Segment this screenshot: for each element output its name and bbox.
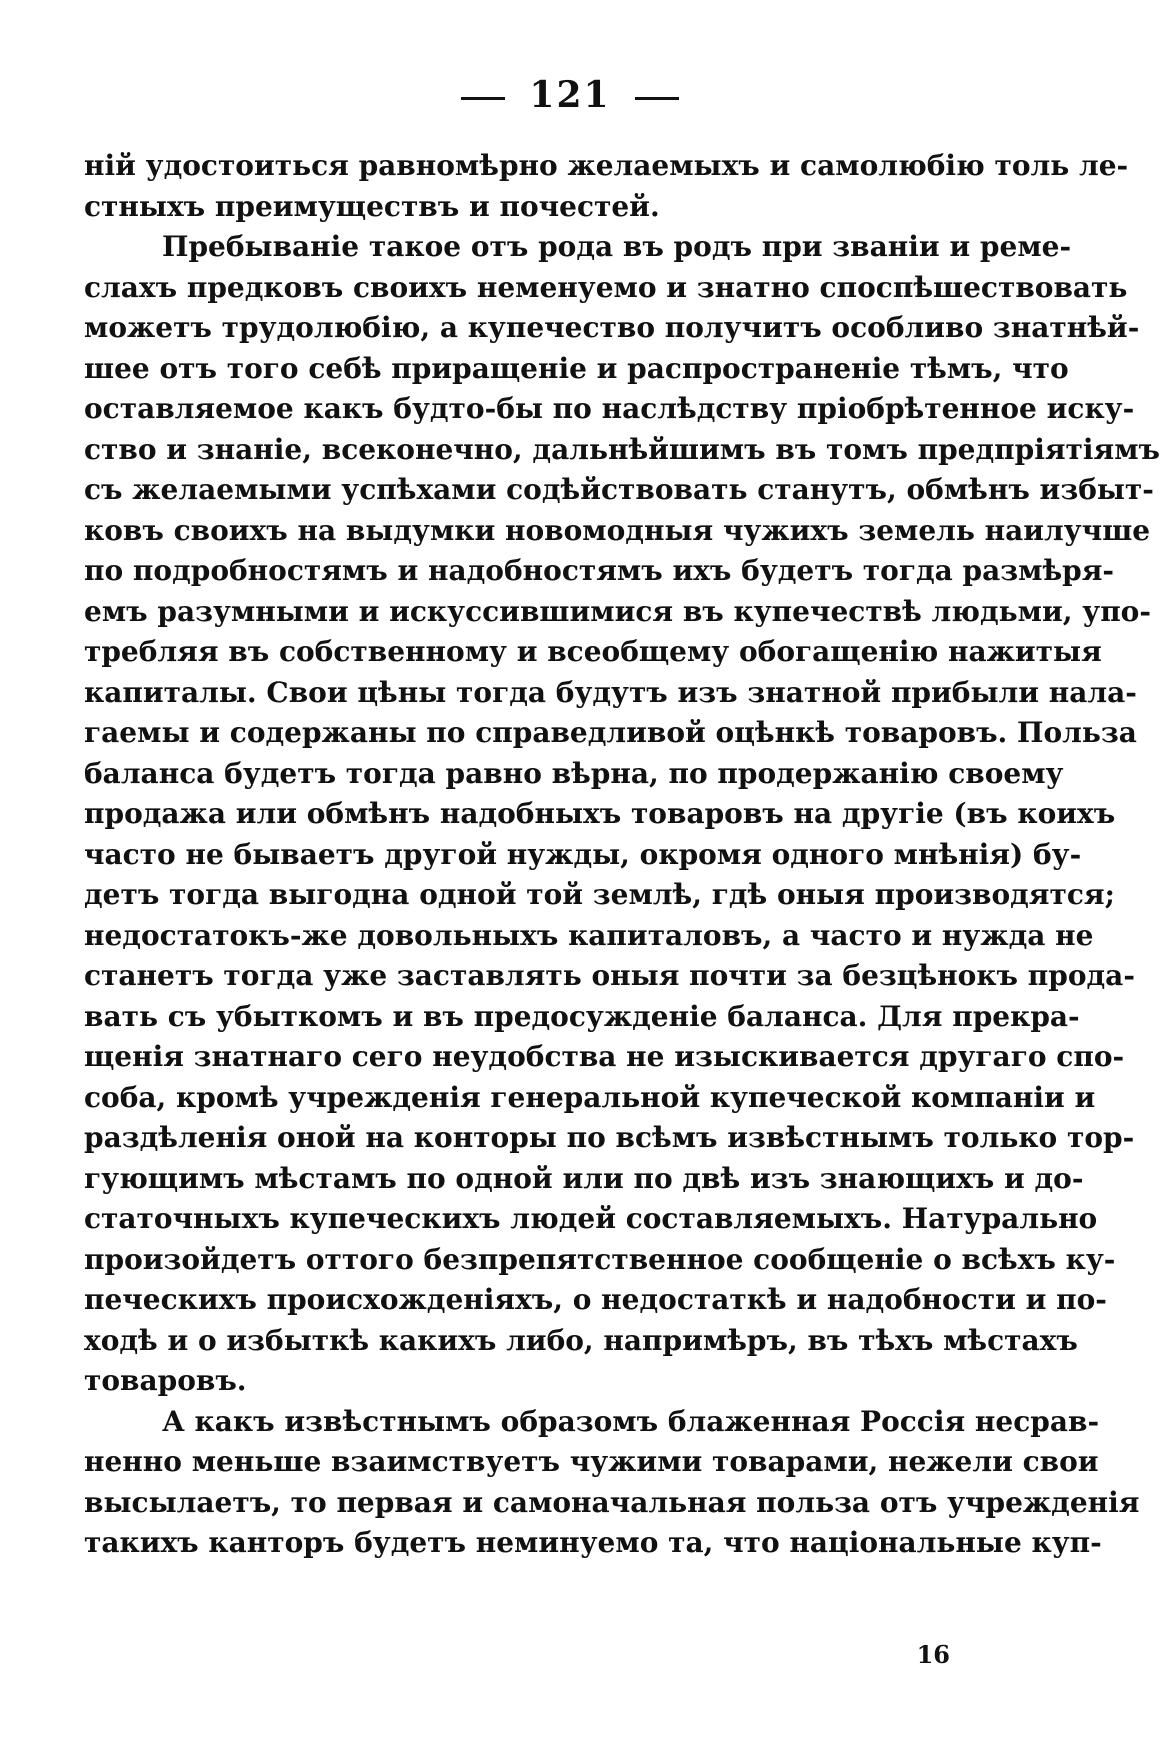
- header-dash-left: [461, 97, 505, 100]
- text-line: слахъ предковъ своихъ неменуемо и знатно споспѣшествовать: [84, 270, 1128, 304]
- text-line: баланса будетъ тогда равно вѣрна, по продержанію своему: [84, 756, 1064, 790]
- text-line: детъ тогда выгодна одной той землѣ, гдѣ оныя производятся;: [84, 878, 1115, 911]
- text-line: по подробностямъ и надобностямъ ихъ будетъ тогда размѣря-: [84, 554, 1115, 587]
- text-line: товаровъ.: [84, 1364, 247, 1397]
- text-line: емъ разумными и искуссившимися въ купечествѣ людьми, упо-: [84, 594, 1151, 628]
- page-header: [0, 74, 1140, 116]
- text-line: произойдетъ оттого безпрепятственное сообщеніе о всѣхъ ку-: [84, 1242, 1116, 1276]
- page-number: 121: [529, 74, 611, 116]
- text-line: часто не бываетъ другой нужды, окромя одного мнѣнія) бу-: [84, 837, 1082, 871]
- text-line: гующимъ мѣстамъ по одной или по двѣ изъ знающихъ и до-: [84, 1161, 1084, 1195]
- text-line: стныхъ преимуществъ и почестей.: [84, 189, 660, 223]
- text-line: печескихъ происхожденіяхъ, о недостаткѣ и надобности и по-: [84, 1283, 1107, 1316]
- text-line: высылаетъ, то первая и самоначальная польза отъ учрежденія: [84, 1485, 1140, 1519]
- text-line: щенія знатнаго сего неудобства не изыскивается другаго спо-: [84, 1040, 1125, 1073]
- text-line: съ желаемыми успѣхами содѣйствовать станутъ, обмѣнъ избыт-: [84, 473, 1154, 506]
- text-line: недостатокъ-же довольныхъ капиталовъ, а часто и нужда не: [84, 918, 1094, 952]
- text-line: продажа или обмѣнъ надобныхъ товаровъ на другіе (въ коихъ: [84, 797, 1116, 830]
- text-line: требляя въ собственному и всеобщему обогащенію нажитыя: [84, 635, 1102, 668]
- printer-signature-mark: 16: [916, 1640, 950, 1669]
- text-line: капиталы. Свои цѣны тогда будутъ изъ знатной прибыли нала-: [84, 675, 1137, 709]
- header-dash-right: [635, 97, 679, 100]
- text-line: гаемы и содержаны по справедливой оцѣнкѣ товаровъ. Польза: [84, 716, 1137, 749]
- body-text: [84, 146, 1160, 1564]
- text-line: вать съ убыткомъ и въ предосужденіе баланса. Для прекра-: [84, 999, 1080, 1033]
- text-line: такихъ канторъ будетъ неминуемо та, что національные куп-: [84, 1526, 1102, 1559]
- text-line: Пребываніе такое отъ рода въ родъ при званіи и реме-: [162, 230, 1072, 263]
- text-line: ходѣ и о избыткѣ какихъ либо, напримѣръ, въ тѣхъ мѣстахъ: [84, 1323, 1078, 1357]
- text-line: ковъ своихъ на выдумки новомодныя чужихъ земель наилучше: [84, 513, 1151, 547]
- text-line: соба, кромѣ учрежденія генеральной купеческой компаніи и: [84, 1080, 1096, 1114]
- text-line: станетъ тогда уже заставлять оныя почти за безцѣнокъ прода-: [84, 959, 1135, 992]
- text-line: ній удостоиться равномѣрно желаемыхъ и самолюбію толь ле-: [84, 149, 1129, 182]
- text-line: ство и знаніе, всеконечно, дальнѣйшимъ въ томъ предпріятіямъ: [84, 432, 1160, 466]
- text-line: оставляемое какъ будто-бы по наслѣдству пріобрѣтенное иску-: [84, 392, 1135, 425]
- text-line: ненно меньше взаимствуетъ чужими товарами, нежели свои: [84, 1445, 1099, 1478]
- text-line: статочныхъ купеческихъ людей составляемыхъ. Натурально: [84, 1202, 1098, 1235]
- text-line: раздѣленія оной на конторы по всѣмъ извѣстнымъ только тор-: [84, 1121, 1135, 1154]
- text-line: А какъ извѣстнымъ образомъ блаженная Россія несрав-: [162, 1404, 1100, 1438]
- text-line: шее отъ того себѣ приращеніе и распространеніе тѣмъ, что: [84, 351, 1069, 385]
- text-line: можетъ трудолюбію, а купечество получитъ особливо знатнѣй-: [84, 311, 1140, 344]
